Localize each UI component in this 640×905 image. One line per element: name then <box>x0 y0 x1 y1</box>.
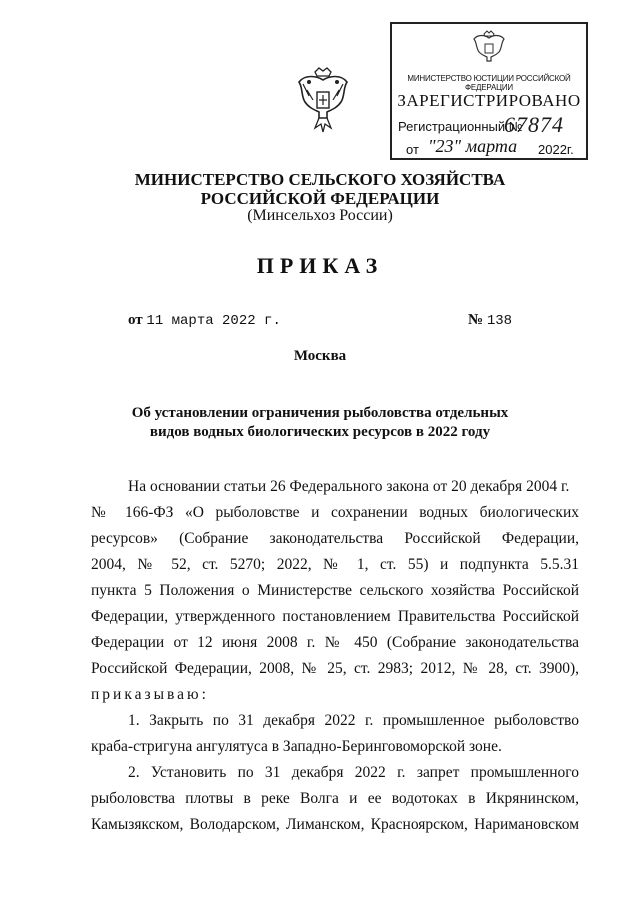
stamp-registration-number: 67874 <box>504 112 564 137</box>
subject-line: Об установлении ограничения рыболовства отдельных <box>131 405 509 421</box>
coat-of-arms-emblem <box>295 66 351 138</box>
document-subject <box>100 404 540 442</box>
stamp-date-year: 2022г. <box>538 142 574 157</box>
body-line: 2004, № 52, ст. 5270; 2022, № 1, ст. 55) и подпункта 5.5.31 <box>91 556 579 573</box>
body-line: № 166-ФЗ «О рыболовстве и сохранении водных биологических <box>91 504 579 521</box>
body-line: рыболовства плотвы в реке Волга и ее водотоках в Икрянинском, <box>91 790 579 807</box>
document-type-title: ПРИКАЗ <box>256 253 384 278</box>
body-line: На основании статьи 26 Федерального закона от 20 декабря 2004 г. <box>128 478 570 495</box>
stamp-ministry-name: МИНИСТЕРСТВО ЮСТИЦИИ РОССИЙСКОЙ ФЕДЕРАЦИИ <box>407 74 571 92</box>
body-line: Камызякском, Володарском, Лиманском, Красноярском, Наримановском <box>91 816 579 833</box>
stamp-date-prefix: от <box>406 142 419 157</box>
order-date-value: 11 марта 2022 г. <box>146 313 281 329</box>
order-number-label: № <box>468 312 484 328</box>
ministry-name-line1: МИНИСТЕРСТВО СЕЛЬСКОГО ХОЗЯЙСТВА <box>134 170 506 189</box>
body-line: 2. Установить по 31 декабря 2022 г. запрет промышленного <box>128 764 579 781</box>
body-line: Федерации от 12 июня 2008 г. № 450 (Собрание законодательства <box>91 634 579 651</box>
order-number-value: 138 <box>486 313 513 329</box>
order-number <box>468 312 512 329</box>
stamp-registration-label: Регистрационный № <box>398 119 523 134</box>
ministry-short-name: (Минсельхоз России) <box>247 207 393 224</box>
registration-stamp <box>390 22 588 160</box>
stamp-emblem-icon <box>472 30 506 66</box>
body-line: ресурсов» (Собрание законодательства Российской Федерации, <box>91 530 579 547</box>
body-line: краба-стригуна ангулятуса в Западно-Беринговоморской зоне. <box>91 738 502 755</box>
body-line: Российской Федерации, 2008, № 25, ст. 2983; 2012, № 28, ст. 3900), <box>91 660 579 677</box>
stamp-registered-label: ЗАРЕГИСТРИРОВАНО <box>397 91 581 110</box>
body-line: 1. Закрыть по 31 декабря 2022 г. промышленное рыболовство <box>128 712 579 729</box>
body-line: приказываю: <box>91 686 209 703</box>
stamp-date-handwritten: "23" марта <box>428 136 518 156</box>
order-date <box>128 312 281 329</box>
body-line: пункта 5 Положения о Министерстве сельского хозяйства Российской <box>91 582 579 599</box>
order-date-label: от <box>128 312 143 328</box>
ministry-name-line2: РОССИЙСКОЙ ФЕДЕРАЦИИ <box>200 189 440 208</box>
body-line: Федерации, утвержденного постановлением Правительства Российской <box>91 608 579 625</box>
subject-line: видов водных биологических ресурсов в 2022 году <box>149 424 491 440</box>
city-name: Москва <box>293 348 347 364</box>
